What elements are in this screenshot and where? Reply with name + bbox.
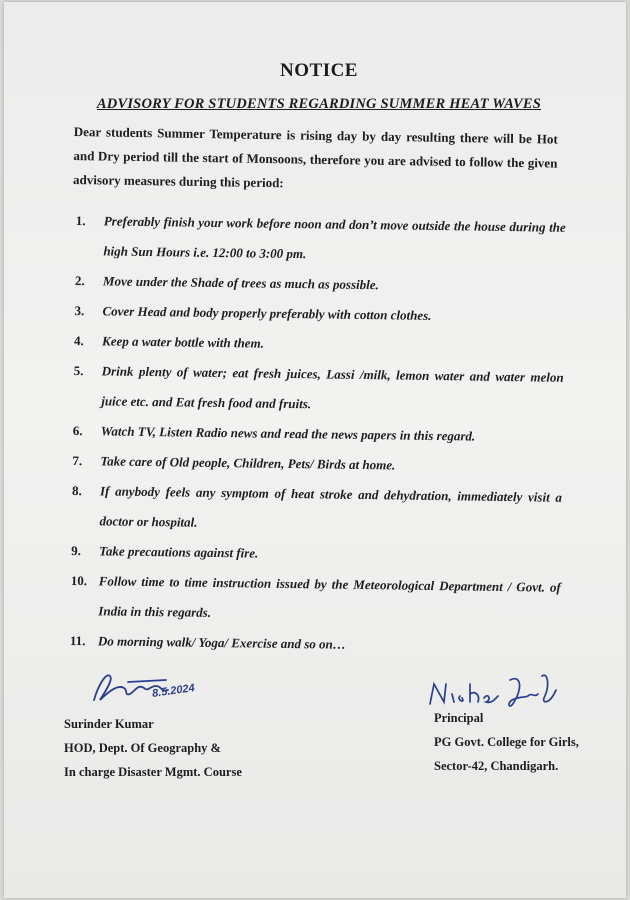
list-item: 8. If anybody feels any symptom of heat stroke and dehydration, immediately visit a doctor or hospital. <box>71 482 563 530</box>
list-item: 2. Move under the Shade of trees as much as possible. <box>74 272 379 293</box>
college-address: Sector-42, Chandigarh. <box>434 759 559 773</box>
list-item: 5. Drink plenty of water; eat fresh juices, Lassi /milk, lemon water and water melon juice etc. and Eat fresh food and fruits. <box>73 362 564 412</box>
advisory-list <box>70 206 566 663</box>
signer-designation: HOD, Dept. Of Geography & <box>64 741 221 755</box>
list-item: 7. Take care of Old people, Children, Pets/ Birds at home. <box>72 452 396 473</box>
signer-name: Surinder Kumar <box>64 717 154 731</box>
principal-title: Principal <box>434 711 484 725</box>
list-item: 1. Preferably finish your work before noon and don’t move outside the house during the high Sun Hours i.e. 12:00 to 3:00 pm. <box>75 212 566 262</box>
notice-page <box>4 2 626 898</box>
notice-subtitle: ADVISORY FOR STUDENTS REGARDING SUMMER HEAT WAVES <box>96 96 542 112</box>
signature-date: 8.5.2024 <box>151 682 196 700</box>
list-item: 10. Follow time to time instruction issued by the Meteorological Department / Govt. of India in this regards. <box>70 572 561 620</box>
list-item: 11. Do morning walk/ Yoga/ Exercise and so on… <box>69 632 346 652</box>
list-item: 3. Cover Head and body properly preferably with cotton clothes. <box>74 302 432 323</box>
notice-title: NOTICE <box>280 60 358 81</box>
list-item: 6. Watch TV, Listen Radio news and read the news papers in this regard. <box>72 422 476 444</box>
college-name: PG Govt. College for Girls, <box>434 735 579 749</box>
signer-left-block <box>64 712 242 784</box>
notice-intro: Dear students Summer Temperature is rising day by day resulting there will be Hot and Dry period till the start of Monsoons, therefore you are advised to follow the given advisory measures during this period: <box>72 123 558 191</box>
signer-right-block <box>434 706 579 778</box>
list-item: 4. Keep a water bottle with them. <box>74 332 264 351</box>
signer-designation-2: In charge Disaster Mgmt. Course <box>64 765 242 779</box>
list-item: 9. Take precautions against fire. <box>71 542 259 561</box>
